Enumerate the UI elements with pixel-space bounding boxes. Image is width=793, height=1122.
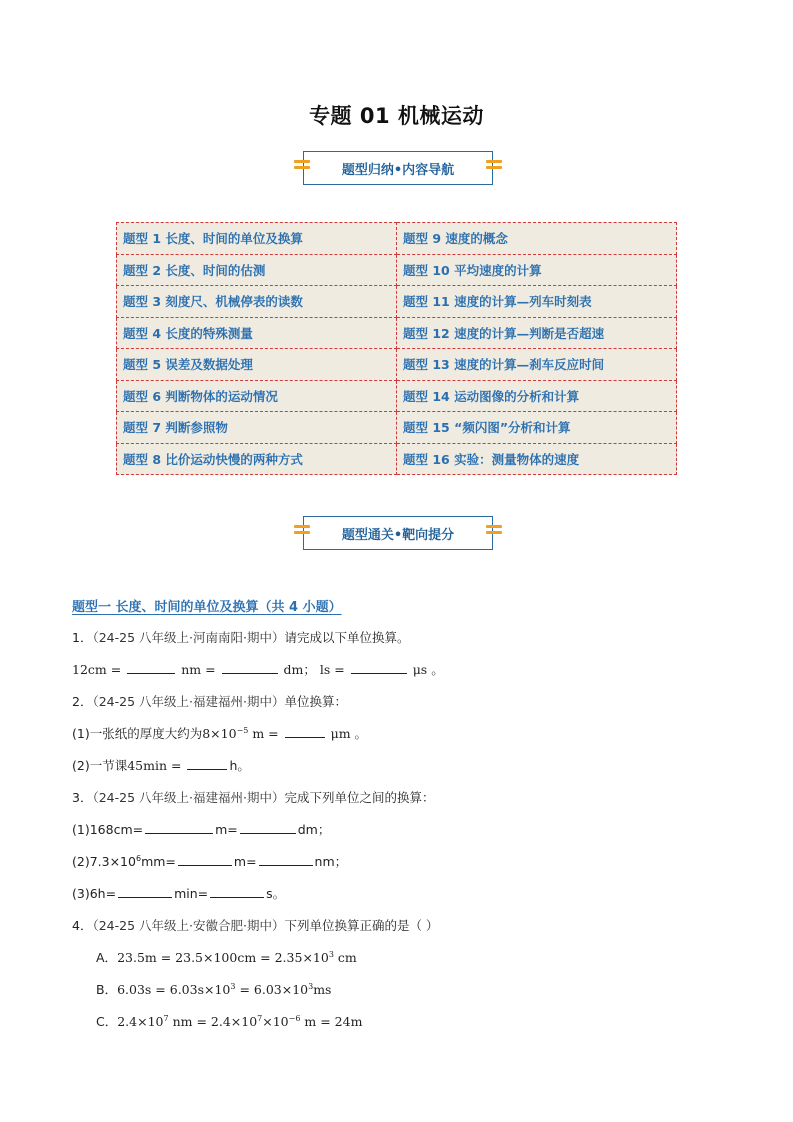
nav-topic-link[interactable]: 题型 4 长度的特殊测量	[117, 317, 397, 349]
expr-part: 2.4×10	[117, 1014, 164, 1029]
option-label: C．	[96, 1014, 118, 1029]
expr-part: h。	[229, 758, 250, 773]
nav-row	[117, 254, 677, 286]
exponent: 3	[230, 982, 236, 991]
exponent: 7	[163, 1014, 169, 1023]
answer-blank[interactable]	[259, 853, 313, 866]
nav-topic-link[interactable]: 题型 16 实验：测量物体的速度	[397, 443, 677, 475]
page-title: 专题 01 机械运动	[309, 104, 484, 128]
nav-topic-link[interactable]: 题型 7 判断参照物	[117, 412, 397, 444]
exponent: −5	[236, 726, 249, 735]
answer-blank[interactable]	[240, 821, 296, 834]
answer-blank[interactable]	[127, 661, 175, 674]
answer-blank[interactable]	[118, 885, 172, 898]
content-nav-banner-label: 题型归纳•内容导航	[341, 162, 455, 178]
expr-part: 8×10	[202, 726, 237, 741]
exponent: 6	[135, 854, 142, 863]
nav-row	[117, 443, 677, 475]
question-4	[72, 916, 438, 934]
question-source: （24-25 八年级上·福建福州·期中）	[92, 790, 285, 805]
question-source: （24-25 八年级上·河南南阳·期中）	[92, 630, 285, 645]
question-source: （24-25 八年级上·福建福州·期中）	[92, 694, 285, 709]
answer-blank[interactable]	[210, 885, 264, 898]
part-text: (2)一节课	[72, 758, 128, 773]
banner-left-decoration-icon	[294, 525, 310, 540]
option-label: A．	[96, 950, 118, 965]
question-source: （24-25 八年级上·安徽合肥·期中）	[92, 918, 285, 933]
question-1	[72, 628, 409, 646]
question-1-line	[72, 660, 444, 678]
nav-topic-link[interactable]: 题型 6 判断物体的运动情况	[117, 380, 397, 412]
nav-topic-link[interactable]: 题型 8 比价运动快慢的两种方式	[117, 443, 397, 475]
option-label: B．	[96, 982, 118, 997]
exponent: −6	[288, 1014, 301, 1023]
answer-blank[interactable]	[145, 821, 213, 834]
question-text: 单位换算：	[284, 694, 347, 709]
expr-part: m =	[248, 726, 279, 741]
nav-row	[117, 286, 677, 318]
nav-topic-link[interactable]: 题型 1 长度、时间的单位及换算	[117, 223, 397, 255]
expr-part: 12cm =	[72, 662, 122, 677]
question-3-part-3	[72, 884, 285, 902]
practice-banner-label: 题型通关•靶向提分	[341, 527, 455, 543]
expr-part: (3)6h=	[72, 886, 117, 901]
banner-right-decoration-icon	[486, 160, 502, 175]
expr-part: dm；	[297, 822, 331, 837]
nav-topic-link[interactable]: 题型 13 速度的计算—刹车反应时间	[397, 349, 677, 381]
question-number: 3．	[72, 790, 93, 805]
expr-part: 23.5m = 23.5×100cm = 2.35×10	[117, 950, 329, 965]
expr-part: nm = 2.4×10	[168, 1014, 258, 1029]
banner-right-decoration-icon	[486, 525, 502, 540]
question-text: 请完成以下单位换算。	[284, 630, 410, 645]
expr-part: (1)168cm=	[72, 822, 144, 837]
nav-topic-link[interactable]: 题型 14 运动图像的分析和计算	[397, 380, 677, 412]
expr-part: cm	[333, 950, 357, 965]
nav-topic-link[interactable]: 题型 12 速度的计算—判断是否超速	[397, 317, 677, 349]
nav-row	[117, 349, 677, 381]
answer-blank[interactable]	[222, 661, 278, 674]
nav-topic-link[interactable]: 题型 2 长度、时间的估测	[117, 254, 397, 286]
expr-part: m=	[233, 854, 257, 869]
expr-part: (2)7.3×10	[72, 854, 136, 869]
nav-topic-link[interactable]: 题型 5 误差及数据处理	[117, 349, 397, 381]
expr-part: nm =	[181, 662, 216, 677]
expr-part: min=	[174, 886, 209, 901]
banner-left-decoration-icon	[294, 160, 310, 175]
question-3-part-1	[72, 820, 330, 838]
question-number: 2．	[72, 694, 93, 709]
expr-part: μs 。	[412, 662, 444, 677]
expr-part: = 6.03×10	[235, 982, 309, 997]
exponent: 3	[328, 950, 334, 959]
part-text: (1)一张纸的厚度大约为	[72, 726, 203, 741]
option-a[interactable]	[96, 948, 357, 966]
nav-row	[117, 380, 677, 412]
answer-blank[interactable]	[285, 725, 325, 738]
section-heading: 题型一 长度、时间的单位及换算（共 4 小题）	[72, 600, 342, 615]
expr-part: dm； ls =	[283, 662, 345, 677]
exponent: 3	[308, 982, 314, 991]
question-number: 1．	[72, 630, 93, 645]
question-number: 4．	[72, 918, 93, 933]
expr-part: 45min =	[127, 758, 182, 773]
nav-row	[117, 223, 677, 255]
expr-part: m = 24m	[300, 1014, 363, 1029]
topic-navigation-table	[116, 222, 677, 475]
question-2-part-2	[72, 756, 250, 774]
expr-part: m=	[215, 822, 238, 837]
content-nav-banner	[303, 151, 493, 185]
question-2	[72, 692, 347, 710]
practice-banner	[303, 516, 493, 550]
question-text: 完成下列单位之间的换算：	[284, 790, 435, 805]
expr-part: 6.03s = 6.03s×10	[117, 982, 231, 997]
nav-topic-link[interactable]: 题型 15 “频闪图”分析和计算	[397, 412, 677, 444]
nav-row	[117, 412, 677, 444]
nav-topic-link[interactable]: 题型 10 平均速度的计算	[397, 254, 677, 286]
nav-topic-link[interactable]: 题型 11 速度的计算—列车时刻表	[397, 286, 677, 318]
question-3	[72, 788, 434, 806]
expr-part: μm 。	[330, 726, 368, 741]
question-2-part-1	[72, 724, 367, 742]
expr-part: s。	[266, 886, 286, 901]
exponent: 7	[257, 1014, 263, 1023]
nav-row	[117, 317, 677, 349]
option-b[interactable]	[96, 980, 331, 998]
expr-part: nm；	[314, 854, 348, 869]
nav-topic-link[interactable]: 题型 9 速度的概念	[397, 223, 677, 255]
answer-blank[interactable]	[351, 661, 407, 674]
expr-part: ms	[313, 982, 332, 997]
expr-part: mm=	[141, 854, 176, 869]
answer-blank[interactable]	[187, 757, 227, 770]
nav-topic-link[interactable]: 题型 3 刻度尺、机械停表的读数	[117, 286, 397, 318]
expr-part: ×10	[262, 1014, 289, 1029]
question-text: 下列单位换算正确的是（ ）	[284, 918, 439, 933]
question-3-part-2	[72, 852, 347, 870]
answer-blank[interactable]	[178, 853, 232, 866]
option-c[interactable]	[96, 1012, 362, 1030]
